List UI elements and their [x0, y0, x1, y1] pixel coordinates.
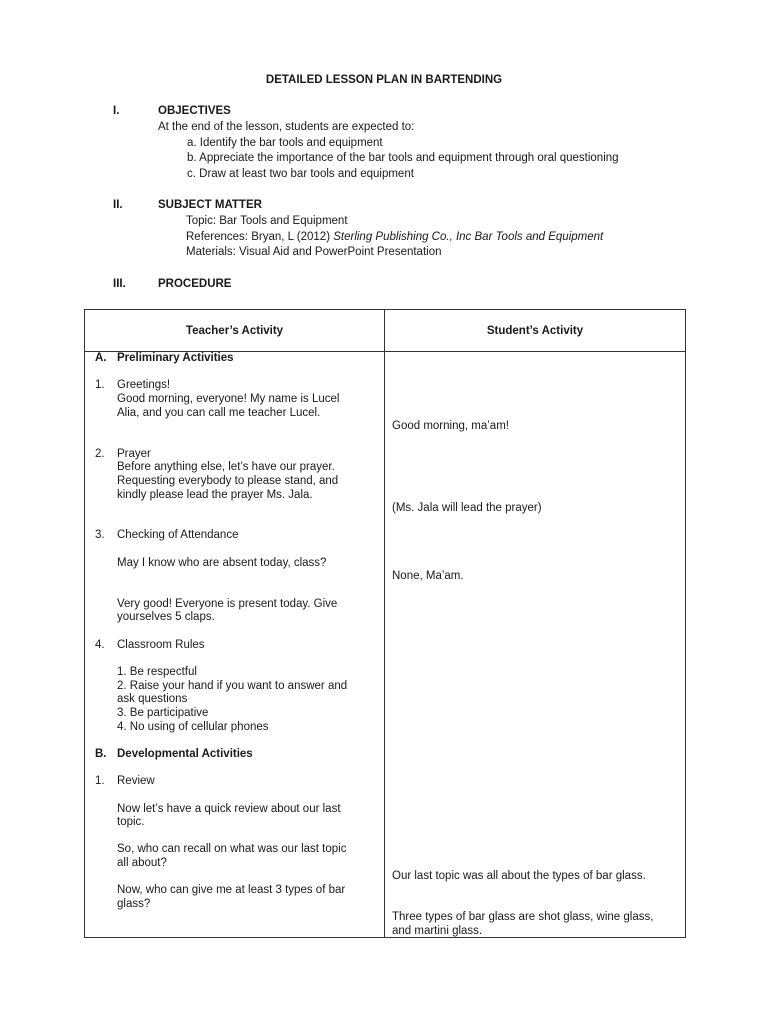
item-number: 3.	[95, 529, 105, 541]
section-b-marker: B.	[95, 748, 107, 760]
procedure-numeral: III.	[113, 278, 126, 290]
section-a-heading: Preliminary Activities	[117, 352, 234, 364]
table-header-row	[85, 310, 686, 352]
student-response: Good morning, ma’am!	[392, 420, 509, 432]
subject-materials: Materials: Visual Aid and PowerPoint Presentation	[186, 246, 442, 258]
objective-item: a. Identify the bar tools and equipment	[187, 137, 383, 149]
teacher-activity-header: Teacher’s Activity	[85, 310, 385, 352]
objective-item: c. Draw at least two bar tools and equipment	[187, 168, 414, 180]
rule-item: 3. Be participative	[117, 707, 209, 719]
table-row	[85, 352, 686, 938]
subject-topic: Topic: Bar Tools and Equipment	[186, 215, 348, 227]
objectives-numeral: I.	[113, 105, 120, 117]
review-title: Review	[117, 775, 155, 787]
section-a-marker: A.	[95, 352, 107, 364]
item-number: 2.	[95, 448, 105, 460]
review-text: glass?	[117, 898, 151, 910]
rule-item: ask questions	[117, 693, 188, 705]
review-text: So, who can recall on what was our last topic	[117, 843, 347, 855]
rules-title: Classroom Rules	[117, 639, 205, 651]
student-activity-cell	[385, 352, 686, 938]
student-response: and martini glass.	[392, 925, 483, 937]
procedure-heading: PROCEDURE	[158, 278, 232, 290]
rule-item: 2. Raise your hand if you want to answer and	[117, 680, 348, 692]
objectives-heading: OBJECTIVES	[158, 105, 231, 117]
prayer-text: kindly please lead the prayer Ms. Jala.	[117, 489, 313, 501]
student-response: None, Ma’am.	[392, 570, 464, 582]
references-text: References: Bryan, L (2012)	[186, 231, 334, 243]
procedure-table	[84, 309, 686, 938]
rule-item: 4. No using of cellular phones	[117, 721, 269, 733]
attendance-question: May I know who are absent today, class?	[117, 557, 327, 569]
review-text: topic.	[117, 816, 145, 828]
student-activity-header: Student’s Activity	[385, 310, 686, 352]
subject-matter-heading: SUBJECT MATTER	[158, 199, 262, 211]
greetings-text: Alia, and you can call me teacher Lucel.	[117, 407, 321, 419]
greetings-title: Greetings!	[117, 379, 171, 391]
review-text: Now, who can give me at least 3 types of bar	[117, 884, 346, 896]
objective-item: b. Appreciate the importance of the bar tools and equipment through oral questioning	[187, 152, 619, 164]
attendance-response: yourselves 5 claps.	[117, 611, 215, 623]
objectives-intro: At the end of the lesson, students are expected to:	[158, 121, 415, 133]
subject-references	[186, 230, 603, 244]
review-text: Now let’s have a quick review about our last	[117, 803, 341, 815]
item-number: 4.	[95, 639, 105, 651]
attendance-response: Very good! Everyone is present today. Give	[117, 598, 338, 610]
attendance-title: Checking of Attendance	[117, 529, 239, 541]
student-response: Our last topic was all about the types of bar glass.	[392, 870, 646, 882]
rule-item: 1. Be respectful	[117, 666, 197, 678]
prayer-text: Before anything else, let’s have our prayer.	[117, 461, 335, 473]
subject-matter-numeral: II.	[113, 199, 123, 211]
references-italic: Sterling Publishing Co., Inc Bar Tools and Equipment	[333, 231, 604, 243]
student-response: (Ms. Jala will lead the prayer)	[392, 502, 542, 514]
page-title: DETAILED LESSON PLAN IN BARTENDING	[265, 74, 503, 86]
greetings-text: Good morning, everyone! My name is Lucel	[117, 393, 340, 405]
prayer-title: Prayer	[117, 448, 151, 460]
teacher-activity-cell	[85, 352, 385, 938]
prayer-text: Requesting everybody to please stand, and	[117, 475, 339, 487]
review-text: all about?	[117, 857, 167, 869]
section-b-heading: Developmental Activities	[117, 748, 253, 760]
item-number: 1.	[95, 379, 105, 391]
item-number: 1.	[95, 775, 105, 787]
student-response: Three types of bar glass are shot glass, wine glass,	[392, 911, 654, 923]
